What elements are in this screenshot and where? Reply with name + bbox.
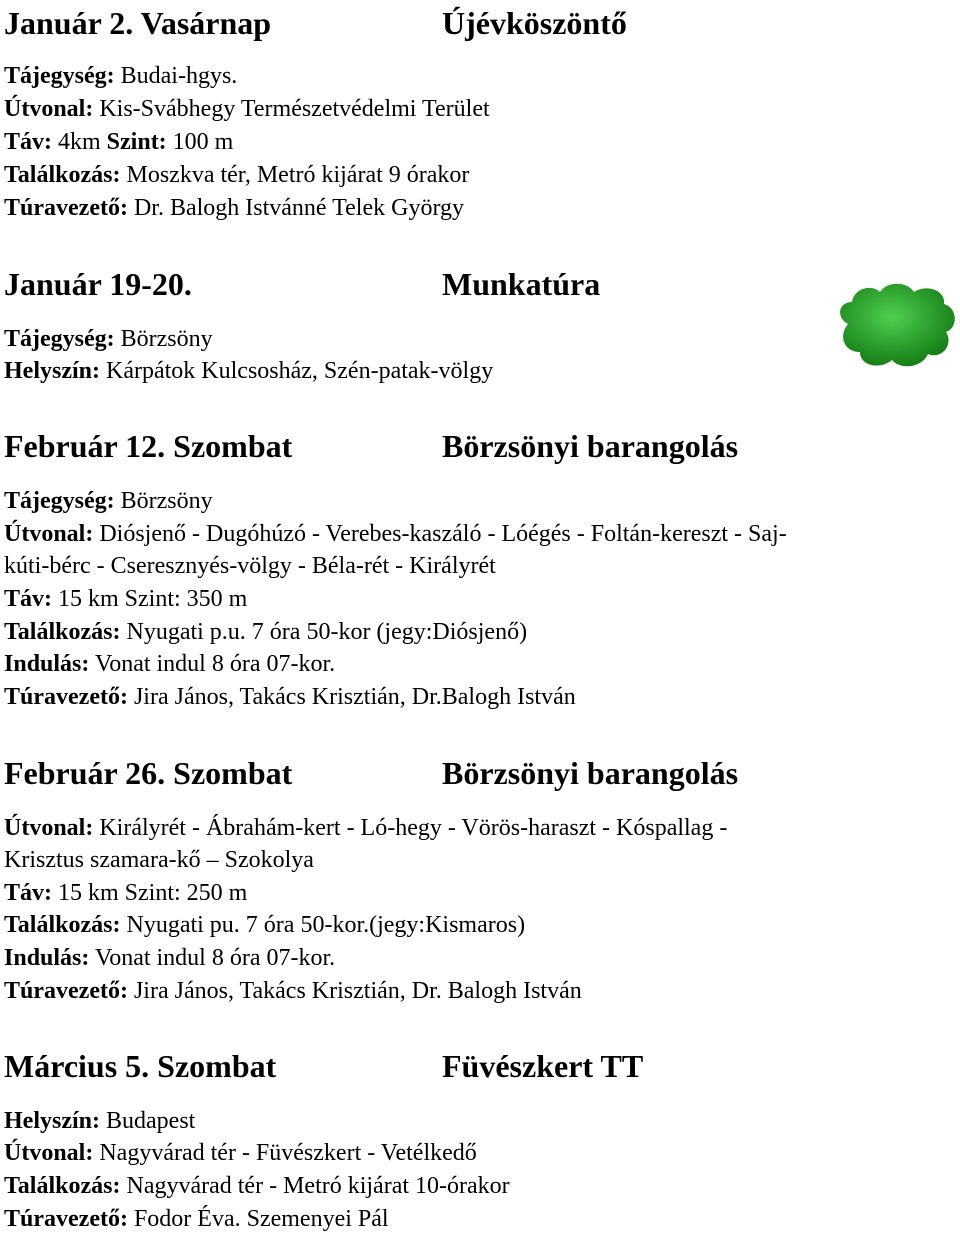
detail-label: Helyszín: — [4, 1108, 100, 1134]
detail-value: Jira János, Takács Krisztián, Dr.Balogh István — [127, 684, 576, 710]
detail-value: Nagyvárad tér - Metró kijárat 10-órakor — [120, 1173, 510, 1199]
event-detail-line — [4, 844, 314, 877]
event-title: Füvészkert TT — [442, 1048, 644, 1084]
detail-label: Táv: — [4, 880, 52, 906]
detail-label: Tájegység: — [4, 488, 115, 514]
event-detail-line — [4, 93, 490, 126]
detail-value: Krisztus szamara-kő – Szokolya — [4, 847, 314, 873]
detail-value: Börzsöny — [114, 488, 213, 514]
detail-label: Találkozás: — [4, 1173, 121, 1199]
event-title: Börzsönyi barangolás — [442, 755, 739, 791]
event-detail-line — [4, 681, 576, 714]
detail-value: kúti-bérc - Cseresznyés-völgy - Béla-rét - Királyrét — [4, 553, 496, 579]
event-detail-line — [4, 583, 247, 616]
event-title: Munkatúra — [442, 266, 601, 302]
detail-value: Vonat indul 8 óra 07-kor. — [89, 945, 336, 971]
event-detail-line — [4, 355, 493, 388]
event-detail-line — [4, 60, 237, 93]
event-heading — [4, 426, 739, 466]
event-detail-line — [4, 1105, 195, 1138]
detail-label: Túravezető: — [4, 1206, 128, 1232]
detail-label: Táv: — [4, 586, 52, 612]
event-date: Február 12. Szombat — [4, 428, 293, 464]
detail-value: Diósjenő - Dugóhúzó - Verebes-kaszáló - Lóégés - Foltán-kereszt - Saj- — [93, 521, 787, 547]
event-detail-line — [4, 518, 787, 551]
detail-value: Budapest — [100, 1108, 196, 1134]
event-heading — [4, 264, 601, 304]
detail-label: Találkozás: — [4, 162, 121, 188]
detail-value: Börzsöny — [114, 326, 213, 352]
event-detail-line — [4, 942, 335, 975]
event-detail-line — [4, 126, 233, 159]
detail-value: Moszkva tér, Metró kijárat 9 órakor — [120, 162, 470, 188]
event-detail-line — [4, 909, 525, 942]
detail-label: Indulás: — [4, 945, 90, 971]
detail-label: Találkozás: — [4, 619, 121, 645]
detail-label: Útvonal: — [4, 1140, 94, 1166]
event-detail-line — [4, 1137, 477, 1170]
event-detail-line — [4, 1203, 389, 1236]
detail-value: Nyugati pu. 7 óra 50-kor.(jegy:Kismaros) — [120, 912, 526, 938]
event-title: Újévköszöntő — [442, 5, 627, 41]
event-detail-line — [4, 485, 213, 518]
event-detail-line — [4, 616, 527, 649]
detail-value: 4km — [52, 129, 107, 155]
event-heading — [4, 1046, 644, 1086]
detail-value: Jira János, Takács Krisztián, Dr. Balogh István — [127, 978, 582, 1004]
detail-label: Útvonal: — [4, 521, 94, 547]
event-detail-line — [4, 877, 247, 910]
detail-value: Vonat indul 8 óra 07-kor. — [89, 651, 336, 677]
detail-value: Dr. Balogh Istvánné Telek György — [127, 195, 464, 221]
green-bush-icon — [834, 278, 958, 370]
detail-value: Nyugati p.u. 7 óra 50-kor (jegy:Diósjenő) — [120, 619, 528, 645]
event-detail-line — [4, 159, 469, 192]
event-detail-line — [4, 812, 727, 845]
event-date: Február 26. Szombat — [4, 755, 293, 791]
detail-label: Útvonal: — [4, 815, 94, 841]
detail-label: Útvonal: — [4, 96, 94, 122]
detail-value: Királyrét - Ábrahám-kert - Ló-hegy - Vörös-haraszt - Kóspallag - — [93, 815, 728, 841]
detail-label: Tájegység: — [4, 326, 115, 352]
detail-label: Túravezető: — [4, 978, 128, 1004]
event-detail-line — [4, 192, 464, 225]
event-date: Január 19-20. — [4, 266, 192, 302]
detail-value: 15 km Szint: 350 m — [52, 586, 248, 612]
detail-label: Tájegység: — [4, 63, 115, 89]
detail-value: Kárpátok Kulcsosház, Szén-patak-völgy — [100, 358, 494, 384]
detail-label: Táv: — [4, 129, 52, 155]
event-detail-line — [4, 975, 582, 1008]
event-detail-line — [4, 323, 213, 356]
event-title: Börzsönyi barangolás — [442, 428, 739, 464]
detail-label: Túravezető: — [4, 684, 128, 710]
event-detail-line — [4, 550, 496, 583]
detail-label: Szint: — [106, 129, 167, 155]
detail-value: Kis-Svábhegy Természetvédelmi Terület — [93, 96, 490, 122]
detail-label: Találkozás: — [4, 912, 121, 938]
detail-label: Indulás: — [4, 651, 90, 677]
event-detail-line — [4, 648, 335, 681]
detail-value: 100 m — [166, 129, 234, 155]
event-heading — [4, 753, 739, 793]
event-heading — [4, 3, 627, 43]
detail-value: Nagyvárad tér - Füvészkert - Vetélkedő — [93, 1140, 477, 1166]
detail-value: Fodor Éva. Szemenyei Pál — [127, 1206, 389, 1232]
detail-value: Budai-hgys. — [114, 63, 238, 89]
detail-value: 15 km Szint: 250 m — [52, 880, 248, 906]
detail-label: Helyszín: — [4, 358, 100, 384]
detail-label: Túravezető: — [4, 195, 128, 221]
event-detail-line — [4, 1170, 510, 1203]
event-date: Március 5. Szombat — [4, 1048, 277, 1084]
event-date: Január 2. Vasárnap — [4, 5, 272, 41]
